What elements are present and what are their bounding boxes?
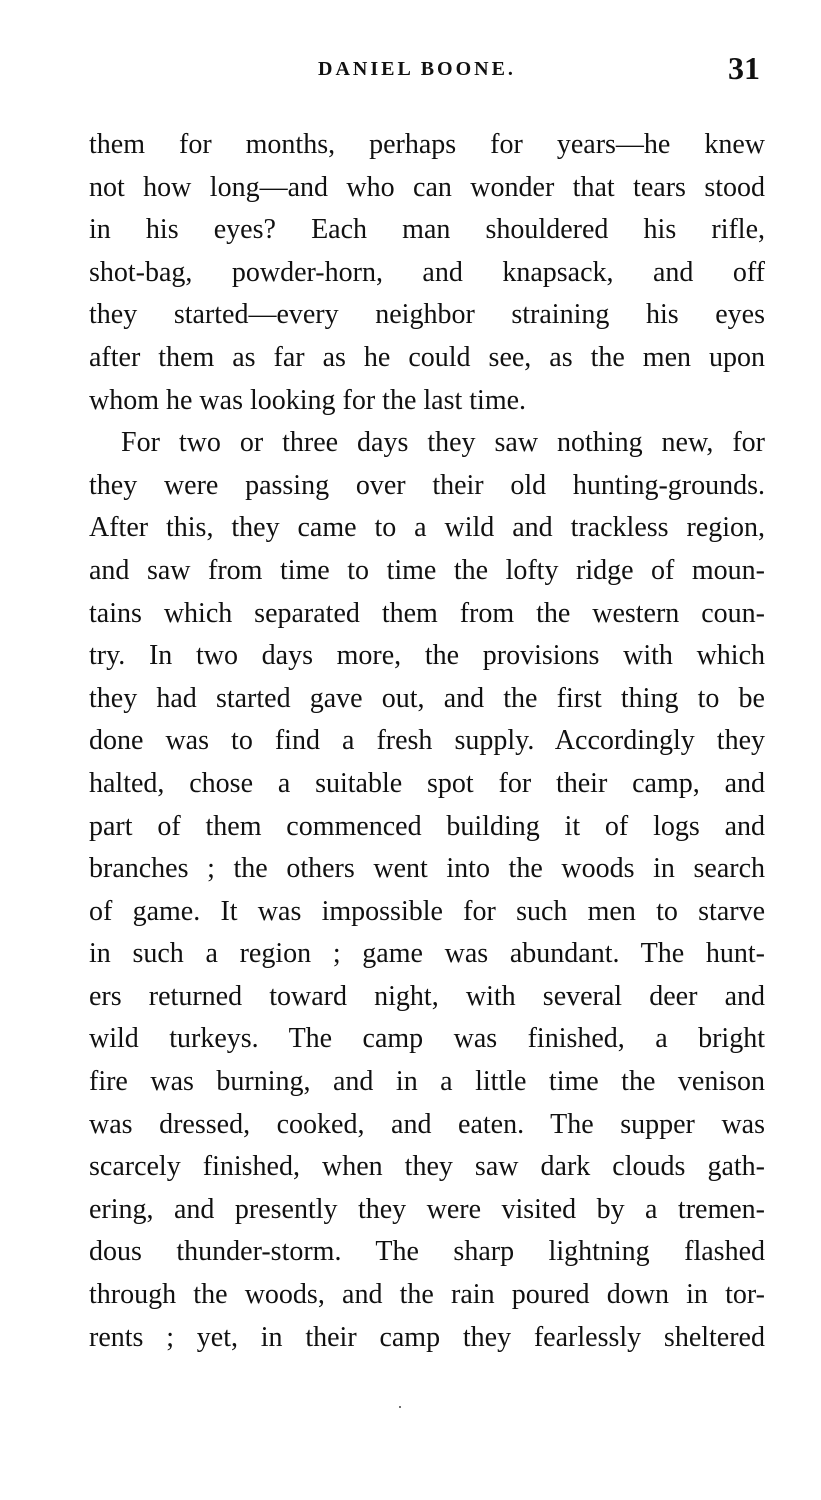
text-line: rents ; yet, in their camp they fearlessly sheltered — [89, 1321, 765, 1353]
text-line: shot-bag, powder-horn, and knapsack, and off — [89, 256, 765, 288]
body-text — [89, 124, 765, 1359]
paragraph — [89, 124, 765, 422]
text-line: For two or three days they saw nothing new, for — [121, 427, 765, 459]
text-line: in such a region ; game was abundant. The hunt- — [89, 938, 765, 970]
text-line: they had started gave out, and the first thing to be — [89, 682, 765, 714]
text-line: they started—every neighbor straining his eyes — [89, 299, 765, 331]
ink-speck — [399, 1406, 401, 1408]
text-line: in his eyes? Each man shouldered his rifle, — [89, 214, 765, 246]
text-line: not how long—and who can wonder that tears stood — [89, 171, 765, 203]
text-line: they were passing over their old hunting-grounds. — [89, 469, 765, 501]
text-line: After this, they came to a wild and trackless region, — [89, 512, 765, 544]
text-line: through the woods, and the rain poured down in tor- — [89, 1279, 765, 1311]
paragraph — [89, 422, 765, 1359]
running-title: DANIEL BOONE. — [318, 58, 516, 80]
text-line: tains which separated them from the western coun- — [89, 597, 765, 629]
text-line: scarcely finished, when they saw dark clouds gath- — [89, 1151, 765, 1183]
text-line: wild turkeys. The camp was finished, a bright — [89, 1023, 765, 1055]
text-line: was dressed, cooked, and eaten. The supper was — [89, 1108, 765, 1140]
text-line: ering, and presently they were visited by a tremen- — [89, 1193, 765, 1225]
page-number: 31 — [728, 50, 760, 86]
text-line: of game. It was impossible for such men to starve — [89, 895, 765, 927]
text-line: dous thunder-storm. The sharp lightning flashed — [89, 1236, 765, 1268]
text-line: whom he was looking for the last time. — [89, 384, 527, 416]
text-line: part of them commenced building it of logs and — [89, 810, 765, 842]
text-line: them for months, perhaps for years—he knew — [89, 129, 765, 160]
text-line: after them as far as he could see, as the men upon — [89, 341, 765, 373]
text-line: try. In two days more, the provisions with which — [89, 640, 765, 672]
text-line: branches ; the others went into the woods in search — [89, 853, 765, 885]
text-line: ers returned toward night, with several deer and — [89, 980, 765, 1012]
text-line: and saw from time to time the lofty ridge of moun- — [89, 554, 765, 586]
text-line: done was to find a fresh supply. Accordingly they — [89, 725, 765, 757]
text-line: fire was burning, and in a little time the venison — [89, 1066, 765, 1098]
text-line: halted, chose a suitable spot for their camp, and — [89, 767, 765, 799]
